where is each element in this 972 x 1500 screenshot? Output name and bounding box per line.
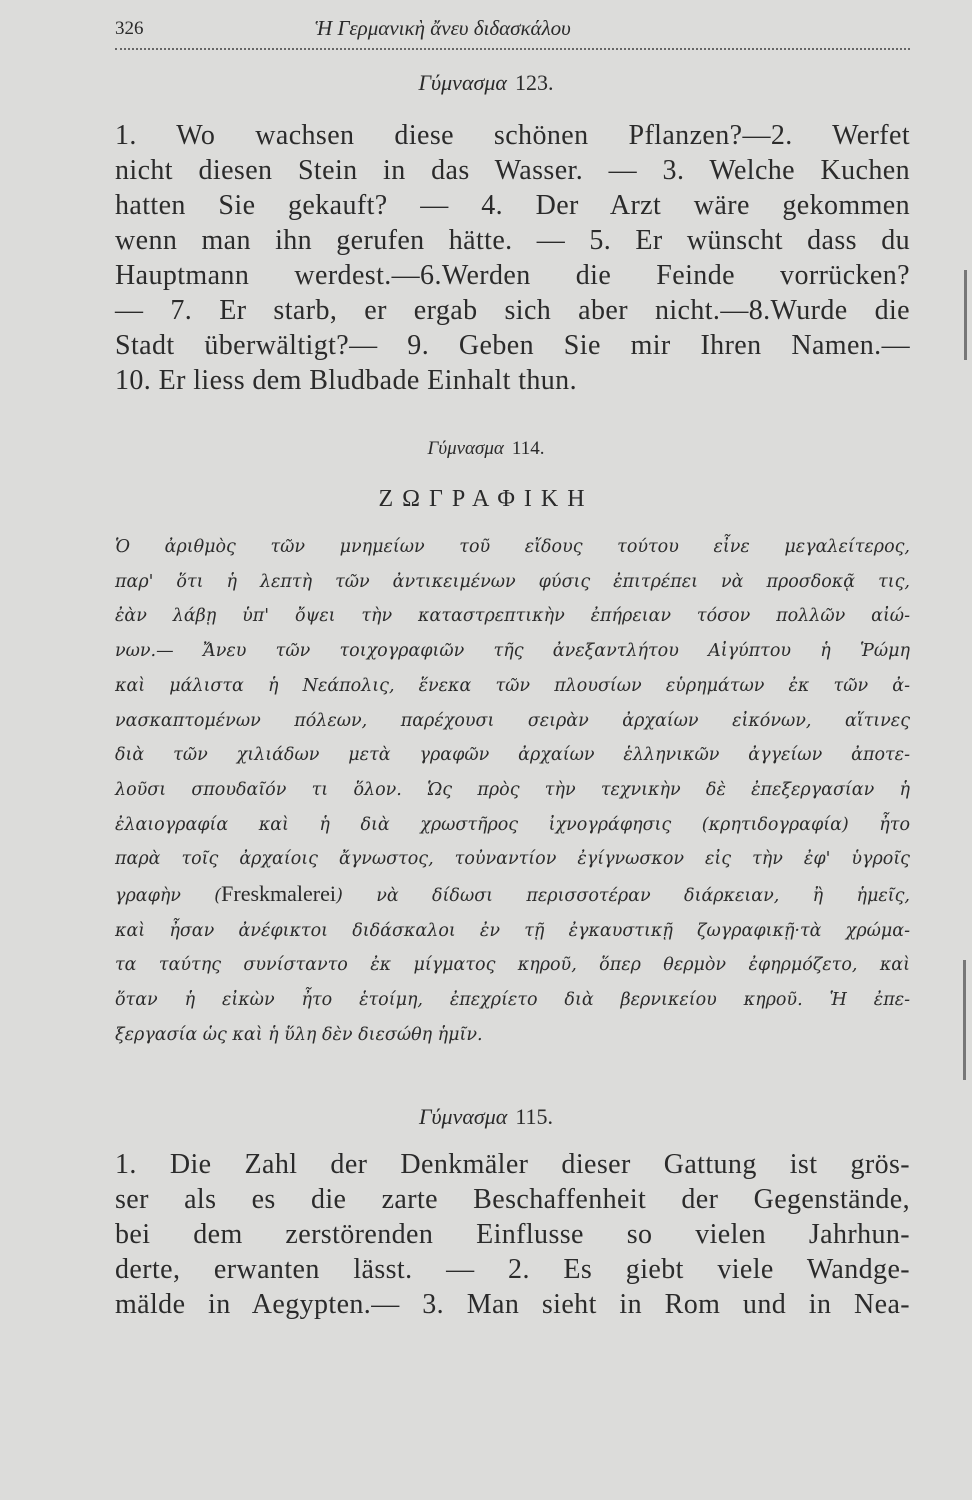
text-line: νασκαπτομένων πόλεων, παρέχουσι σειρὰν ἀρχαίων εἰκόνων, αἵτινες (115, 710, 910, 731)
exercise-123-heading (0, 70, 972, 96)
text-line: wenn man ihn gerufen hätte. — 5. Er wünscht dass du (115, 225, 910, 256)
text-line-mixed (115, 877, 910, 914)
text-line: bei dem zerstörenden Einflusse so vielen Jahrhun- (115, 1219, 910, 1250)
text-line: καὶ ἦσαν ἀνέφικτοι διδάσκαλοι ἐν τῇ ἐγκαυστικῇ ζωγραφικῇ·τὰ χρώμα- (115, 920, 910, 941)
text-line: 1. Die Zahl der Denkmäler dieser Gattung ist grös- (115, 1149, 910, 1180)
exercise-115-text (115, 1147, 910, 1322)
heading-number: 123. (514, 70, 554, 95)
text-line: ἐὰν λάβῃ ὑπ' ὄψει τὴν καταστρεπτικὴν ἐπήρειαν τόσον πολλῶν αἰώ- (115, 606, 910, 627)
exercise-123-text (115, 118, 910, 398)
exercise-114-heading (0, 438, 972, 460)
text-line: λοῦσι σπουδαῖόν τι ὅλον. Ὡς πρὸς τὴν τεχνικὴν δὲ ἐπεξεργασίαν ἡ (115, 779, 910, 800)
heading-number: 115. (515, 1104, 554, 1129)
text-line: ἐλαιογραφία καὶ ἡ διὰ χρωστῆρος ἰχνογράφησις (κρητιδογραφία) ἦτο (115, 814, 910, 835)
text-line: 1. Wo wachsen diese schönen Pflanzen?—2. Werfet (115, 120, 910, 151)
text-fragment: γραφὴν ( (115, 886, 222, 907)
exercise-115-heading (0, 1104, 972, 1130)
text-line: hatten Sie gekauft? — 4. Der Arzt wäre gekommen (115, 190, 910, 221)
heading-word: Γύμνασμα (427, 438, 504, 459)
text-line: — 7. Er starb, er ergab sich aber nicht.—8.Wurde die (115, 295, 910, 326)
text-line: διὰ τῶν χιλιάδων μετὰ γραφῶν ἀρχαίων ἑλληνικῶν ἀγγείων ἀποτε- (115, 745, 910, 766)
german-term: Freskmalerei (221, 881, 336, 907)
running-title: Ἡ Γερμανικὴ ἄνευ διδασκάλου (315, 16, 571, 40)
text-line: nicht diesen Stein in das Wasser. — 3. Welche Kuchen (115, 155, 910, 186)
text-line: νων.— Ἄνευ τῶν τοιχογραφιῶν τῆς ἀνεξαντλήτου Αἰγύπτου ἡ Ῥώμη (115, 641, 910, 662)
text-line: mälde in Aegypten.— 3. Man sieht in Rom und in Nea- (115, 1289, 910, 1320)
text-line: Hauptmann werdest.—6.Werden die Feinde vorrücken? (115, 260, 910, 291)
text-fragment: ) νὰ δίδωσι περισσοτέραν διάρκειαν, ἢ ἡμεῖς, (336, 886, 910, 907)
text-line: ξεργασία ὡς καὶ ἡ ὕλη δὲν διεσώθη ἡμῖν. (115, 1024, 483, 1045)
text-line: καὶ μάλιστα ἡ Νεάπολις, ἕνεκα τῶν πλουσίων εὑρημάτων ἐκ τῶν ἀ- (115, 675, 910, 696)
text-line: 10. Er liess dem Bludbade Einhalt thun. (115, 365, 577, 396)
text-line: Ὁ ἀριθμὸς τῶν μνημείων τοῦ εἴδους τούτου εἶνε μεγαλείτερος, (115, 537, 910, 557)
section-title: ΖΩΓΡΑΦΙΚΗ (378, 486, 594, 512)
text-line: derte, erwanten lässt. — 2. Es giebt viele Wandge- (115, 1254, 910, 1285)
heading-number: 114. (511, 438, 545, 459)
edge-mark (964, 270, 967, 360)
text-line: παρὰ τοῖς ἀρχαίοις ἄγνωστος, τοὐναντίον ἐγίγνωσκον εἰς τὴν ἐφ' ὑγροῖς (115, 849, 910, 870)
exercise-114-text (115, 530, 910, 1053)
page-number: 326 (115, 18, 144, 39)
page-header (115, 14, 910, 44)
text-line: Stadt überwältigt?— 9. Geben Sie mir Ihren Namen.— (115, 330, 910, 361)
header-rule (115, 48, 910, 50)
text-line: ser als es die zarte Beschaffenheit der Gegenstände, (115, 1184, 910, 1215)
heading-word: Γύμνασμα (418, 1104, 508, 1129)
edge-mark (963, 960, 966, 1080)
heading-word: Γύμνασμα (418, 70, 507, 95)
text-line: τα ταύτης συνίσταντο ἐκ μίγματος κηροῦ, ὅπερ θερμὸν ἐφηρμόζετο, καὶ (115, 955, 910, 976)
text-line: ὅταν ἡ εἰκὼν ἦτο ἑτοίμη, ἐπεχρίετο διὰ βερνικείου κηροῦ. Ἡ ἐπε- (115, 990, 910, 1011)
text-line: παρ' ὅτι ἡ λεπτὴ τῶν ἀντικειμένων φύσις ἐπιτρέπει νὰ προσδοκᾷ τις, (115, 571, 910, 592)
